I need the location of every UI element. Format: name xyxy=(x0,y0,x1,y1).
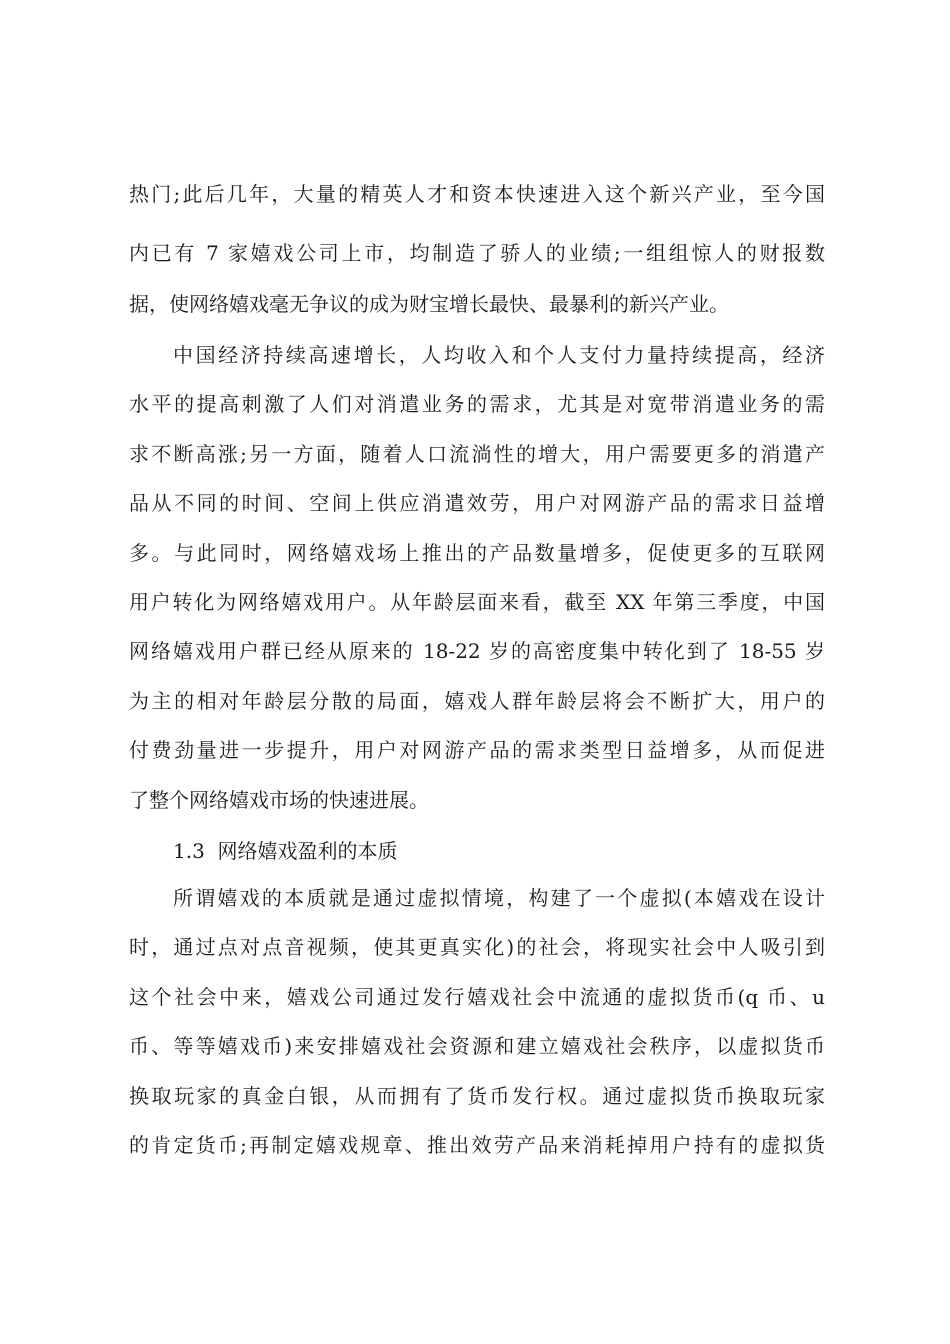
paragraph-3-line-6: 的肯定货币;再制定嬉戏规章、推出效劳产品来消耗掉用户持有的虚拟货 xyxy=(129,1133,825,1157)
paragraph-3-line-3: 这个社会中来，嬉戏公司通过发行嬉戏社会中流通的虚拟货币(q 币、u xyxy=(129,985,825,1009)
paragraph-3-line-2: 时，通过点对点音视频，使其更真实化)的社会，将现实社会中人吸引到 xyxy=(129,935,825,959)
paragraph-1-line-1: 热门;此后几年，大量的精英人才和资本快速进入这个新兴产业，至今国 xyxy=(129,182,825,206)
paragraph-2-line-1: 中国经济持续高速增长，人均收入和个人支付力量持续提高，经济 xyxy=(173,343,825,367)
paragraph-2-line-4: 品从不同的时间、空间上供应消遣效劳，用户对网游产品的需求日益增 xyxy=(129,491,825,515)
paragraph-2-line-2: 水平的提高刺激了人们对消遣业务的需求，尤其是对宽带消遣业务的需 xyxy=(129,392,825,416)
paragraph-3-line-1: 所谓嬉戏的本质就是通过虚拟情境，构建了一个虚拟(本嬉戏在设计 xyxy=(173,886,825,910)
section-heading: 1.3 网络嬉戏盈利的本质 xyxy=(173,839,398,863)
paragraph-2-line-3: 求不断高涨;另一方面，随着人口流淌性的增大，用户需要更多的消遣产 xyxy=(129,442,825,466)
paragraph-2-line-7: 网络嬉戏用户群已经从原来的 18-22 岁的高密度集中转化到了 18-55 岁 xyxy=(129,639,825,663)
paragraph-2-line-10: 了整个网络嬉戏市场的快速进展。 xyxy=(129,788,429,812)
paragraph-2-line-8: 为主的相对年龄层分散的局面，嬉戏人群年龄层将会不断扩大，用户的 xyxy=(129,689,825,713)
paragraph-1-line-2: 内已有 7 家嬉戏公司上市，均制造了骄人的业绩;一组组惊人的财报数 xyxy=(129,241,825,265)
paragraph-2-line-9: 付费劲量进一步提升，用户对网游产品的需求类型日益增多，从而促进 xyxy=(129,738,825,762)
paragraph-3-line-4: 币、等等嬉戏币)来安排嬉戏社会资源和建立嬉戏社会秩序，以虚拟货币 xyxy=(129,1034,825,1058)
paragraph-3-line-5: 换取玩家的真金白银，从而拥有了货币发行权。通过虚拟货币换取玩家 xyxy=(129,1084,825,1108)
paragraph-1-line-3: 据，使网络嬉戏毫无争议的成为财宝增长最快、最暴利的新兴产业。 xyxy=(129,292,729,316)
paragraph-2-line-5: 多。与此同时，网络嬉戏场上推出的产品数量增多，促使更多的互联网 xyxy=(129,541,825,565)
paragraph-2-line-6: 用户转化为网络嬉戏用户。从年龄层面来看，截至 XX 年第三季度，中国 xyxy=(129,590,825,614)
